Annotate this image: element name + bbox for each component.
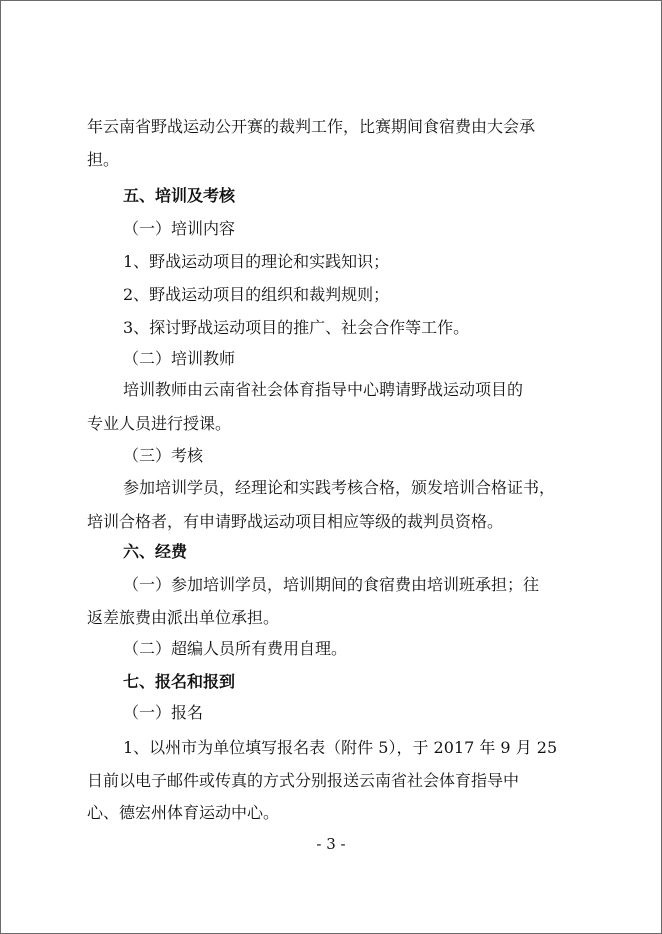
subheading-training-content: （一）培训内容 xyxy=(123,219,236,238)
paragraph-line: （一）参加培训学员，培训期间的食宿费由培训班承担；往 xyxy=(123,575,540,594)
section-heading-5: 五、培训及考核 xyxy=(123,186,236,205)
paragraph-line: 担。 xyxy=(87,150,120,169)
paragraph-line: 1、以州市为单位填写报名表（附件 5），于 2017 年 9 月 25 xyxy=(123,738,558,757)
subheading-registration: （一）报名 xyxy=(123,703,204,722)
subheading-assessment: （三）考核 xyxy=(123,446,204,465)
paragraph-line: 返差旅费由派出单位承担。 xyxy=(87,608,280,627)
paragraph-line: 心、德宏州体育运动中心。 xyxy=(87,803,280,822)
page-number: - 3 - xyxy=(316,835,346,853)
list-item: 2、野战运动项目的组织和裁判规则； xyxy=(123,285,390,304)
paragraph-line: 日前以电子邮件或传真的方式分别报送云南省社会体育指导中 xyxy=(87,771,520,790)
paragraph-line: （二）超编人员所有费用自理。 xyxy=(123,639,348,658)
list-item: 1、野战运动项目的理论和实践知识； xyxy=(123,252,390,271)
paragraph-line: 年云南省野战运动公开赛的裁判工作，比赛期间食宿费由大会承 xyxy=(87,117,536,136)
paragraph-line: 培训教师由云南省社会体育指导中心聘请野战运动项目的 xyxy=(123,380,524,399)
paragraph-line: 专业人员进行授课。 xyxy=(87,414,232,433)
subheading-training-teacher: （二）培训教师 xyxy=(123,349,236,368)
list-item: 3、探讨野战运动项目的推广、社会合作等工作。 xyxy=(123,318,470,337)
paragraph-line: 培训合格者，有申请野战运动项目相应等级的裁判员资格。 xyxy=(87,512,504,531)
paragraph-line: 参加培训学员，经理论和实践考核合格，颁发培训合格证书， xyxy=(123,478,556,497)
section-heading-7: 七、报名和报到 xyxy=(123,672,236,691)
section-heading-6: 六、经费 xyxy=(123,542,188,561)
